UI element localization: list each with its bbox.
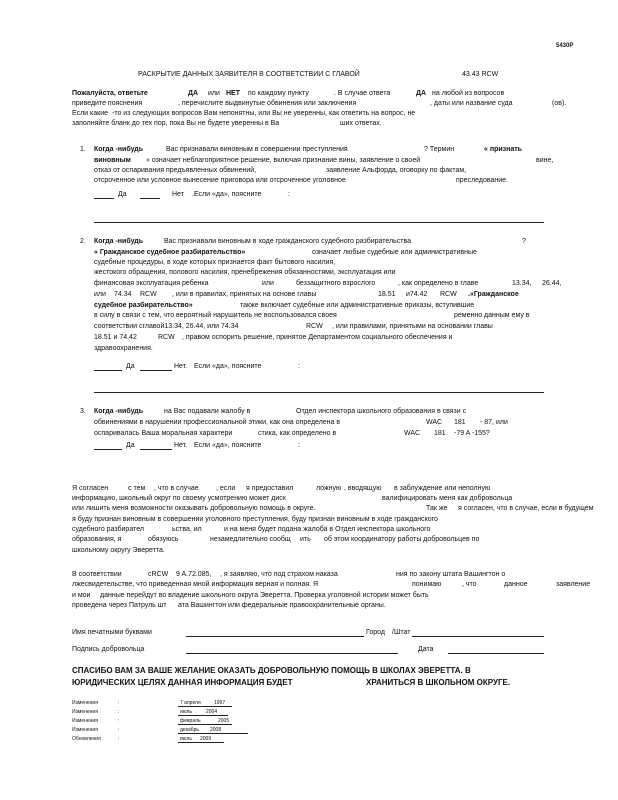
intro-line-2d: (ов). bbox=[552, 100, 567, 107]
question-3-colon: : bbox=[298, 442, 300, 449]
consent-text: Так же bbox=[426, 505, 448, 512]
revision-date: июль bbox=[180, 736, 192, 742]
question-2-lead: Когда -нибудь bbox=[94, 238, 144, 245]
name-field[interactable] bbox=[186, 636, 364, 637]
question-3-text: стика, как определено в bbox=[258, 430, 337, 437]
consent-text: незамедлительно сообщ bbox=[210, 536, 291, 543]
page-title-rcw: 43.43 RCW bbox=[462, 71, 499, 78]
question-2-text: означает любые судебные или административные bbox=[312, 249, 477, 256]
question-1-colon: : bbox=[288, 191, 290, 198]
intro-line-3a: Если какие bbox=[72, 110, 109, 117]
question-2-text: 18.51 и 74.42 bbox=[94, 334, 137, 341]
affirm-text: 9 A.72.085, bbox=[176, 571, 212, 578]
question-2-text: или bbox=[262, 280, 274, 287]
intro-please: Пожалуйста, ответьте bbox=[72, 90, 148, 97]
question-2-text: , или правилами, принятыми на основании главы bbox=[332, 323, 493, 330]
affirm-text: и мои bbox=[72, 592, 91, 599]
question-2-text: 18.51 bbox=[378, 291, 396, 298]
revision-year: 2009 bbox=[200, 736, 212, 742]
revision-date: 7 апреля bbox=[180, 700, 201, 706]
consent-text: , вводящую bbox=[344, 485, 382, 492]
question-2-text: жестокого обращения, полового насилия, пренебрежения обязанностями, эксплуатация или bbox=[94, 269, 396, 276]
question-3-text: - 87, или bbox=[480, 419, 508, 426]
question-2-text: ременно данным ему в bbox=[454, 312, 530, 319]
consent-text: валифицировать меня как добровольца bbox=[382, 495, 513, 502]
question-2-text: 13.34, bbox=[512, 280, 532, 287]
revision-label: Изменения bbox=[72, 700, 98, 706]
question-1-no-label: Нет bbox=[172, 191, 184, 198]
question-2-colon: : bbox=[298, 363, 300, 370]
consent-text: обязуюсь bbox=[148, 536, 179, 543]
intro-line-4b: ших ответах. bbox=[340, 120, 382, 127]
consent-text: школьному округу Эверетта. bbox=[72, 547, 165, 554]
question-2-explain-label: Если «да», поясните bbox=[194, 363, 262, 370]
question-1-explain-field[interactable] bbox=[94, 222, 544, 223]
revision-year: 2008 bbox=[210, 727, 222, 733]
revision-date: февраль bbox=[180, 718, 201, 724]
question-2-text: здравоохранения. bbox=[94, 345, 153, 352]
question-1-text: ? Термин bbox=[424, 146, 455, 153]
page-title: РАСКРЫТИЕ ДАННЫХ ЗАЯВИТЕЛЯ В СООТВЕТСТВИИ С ГЛАВОЙ bbox=[138, 71, 360, 78]
question-1-explain-label: .Если «да», поясните bbox=[192, 191, 262, 198]
form-code: 5430P bbox=[556, 43, 574, 49]
revision-label: Обновления bbox=[72, 736, 101, 742]
consent-text: ьства, ил bbox=[172, 526, 202, 533]
question-1-text: Вас признавали виновным в совершении преступления bbox=[166, 146, 348, 153]
question-2-text: беззащитного взрослого bbox=[296, 280, 376, 287]
question-2-explain-field[interactable] bbox=[94, 392, 544, 393]
question-3-explain-label: Если «да», поясните bbox=[194, 442, 262, 449]
affirm-text: данные перейдут во владение школьного округа Эверетта. Проверка уголовной истории может быть bbox=[100, 592, 429, 599]
intro-line-2c: , даты или название суда bbox=[430, 100, 513, 107]
question-2-text: Вас признавали виновным в ходе гражданского судебного разбирательства bbox=[164, 238, 412, 245]
city-label: Город bbox=[366, 629, 385, 636]
question-2-text: ? bbox=[522, 238, 526, 245]
question-2-text: судебные процедуры, в ходе которых признается факт бытового насилия, bbox=[94, 259, 336, 266]
intro-yes: ДА bbox=[188, 90, 199, 97]
question-1-yes-blank[interactable] bbox=[94, 198, 114, 199]
question-3-text: WAC bbox=[426, 419, 443, 426]
city-state-field[interactable] bbox=[412, 636, 544, 637]
intro-or: или bbox=[208, 90, 220, 97]
question-3-number: 3. bbox=[80, 408, 86, 415]
question-2-text: , или в правилах, принятых на основе главы bbox=[172, 291, 317, 298]
question-2-text: 74.34 bbox=[114, 291, 132, 298]
revision-date: декабрь bbox=[180, 727, 200, 733]
question-2-text: в силу в связи с тем, что вероятный нарушитель не воспользовался своея bbox=[94, 312, 337, 319]
revision-label: Изменения bbox=[72, 718, 98, 724]
question-2-text: RCW bbox=[440, 291, 457, 298]
question-2-text: соответствии сглавой13.34, 26.44, или 74.34 bbox=[94, 323, 239, 330]
question-3-text: 181 bbox=[434, 430, 446, 437]
consent-text: ложную bbox=[316, 485, 342, 492]
revision-year: 2004 bbox=[206, 709, 218, 715]
question-2-text: RCW bbox=[158, 334, 175, 341]
revision-year: 1997 bbox=[214, 700, 226, 706]
question-3-text: обвинениями в нарушении профессиональной этики, как она определена в bbox=[94, 419, 341, 426]
question-1-no-blank[interactable] bbox=[140, 198, 160, 199]
affirm-text: ния по закону штата Вашингтон о bbox=[396, 571, 506, 578]
question-3-text: 181 bbox=[454, 419, 466, 426]
consent-text: я предоставил bbox=[246, 485, 294, 492]
intro-any: на любой из вопросов bbox=[432, 90, 505, 97]
question-1-term: « признать bbox=[484, 146, 522, 153]
intro-line-2b: , перечислите выдвинутые обвинения или заключения bbox=[178, 100, 357, 107]
affirm-text: понимаю bbox=[412, 581, 442, 588]
question-1-yes-label: Да bbox=[118, 191, 127, 198]
revision-label: Изменения bbox=[72, 727, 98, 733]
question-2-yes-label: Да bbox=[126, 363, 135, 370]
intro-line-2a: приведите пояснения bbox=[72, 100, 143, 107]
affirm-text: В соответствии bbox=[72, 571, 122, 578]
question-1-text: преследование. bbox=[456, 177, 509, 184]
consent-text: в заблуждение или неполную bbox=[394, 485, 491, 492]
question-1-term: виновным bbox=[94, 157, 131, 164]
closing-text: ХРАНИТЬСЯ В ШКОЛЬНОМ ОКРУГЕ. bbox=[366, 678, 511, 687]
consent-text: или лишить меня возможности оказывать добровольную помощь в округе. bbox=[72, 505, 316, 512]
intro-each: по каждому пункту bbox=[248, 90, 309, 97]
question-1-text: заявление Альфорда, оговорку по фактам, bbox=[326, 167, 467, 174]
question-1-text: вине, bbox=[536, 157, 554, 164]
question-1-text: отказ от оспаривания предъявленных обвинений, bbox=[94, 167, 257, 174]
revision-year: 2005 bbox=[218, 718, 230, 724]
question-2-text: RCW bbox=[140, 291, 157, 298]
consent-text: с тем bbox=[128, 485, 146, 492]
revision-underline bbox=[178, 706, 232, 707]
consent-text: образования, я bbox=[72, 536, 122, 543]
intro-no: НЕТ bbox=[226, 90, 240, 97]
affirm-text: заявление bbox=[556, 581, 591, 588]
signature-label: Подпись добровольца bbox=[72, 646, 145, 653]
affirm-text: лжесвидетельстве, что приведенная мной информация верная и полная. Я bbox=[72, 581, 319, 588]
revision-label: Изменения bbox=[72, 709, 98, 715]
revision-sep: : bbox=[118, 718, 120, 724]
affirm-text: , что bbox=[462, 581, 477, 588]
question-3-text: Отдел инспектора школьного образования в связи с bbox=[296, 408, 467, 415]
question-3-text: -79 A -155? bbox=[454, 430, 490, 437]
revision-underline bbox=[178, 733, 248, 734]
affirm-text: , я заявляю, что под страхом наказа bbox=[220, 571, 338, 578]
question-3-text: на Вас подавали жалобу в bbox=[164, 408, 251, 415]
revision-sep: : bbox=[118, 700, 120, 706]
consent-text: об этом координатору работы добровольцев по bbox=[324, 536, 480, 543]
intro-line-4a: заполняйте бланк до тех пор, пока Вы не будете уверенны в Ва bbox=[72, 120, 280, 127]
revision-date: июль bbox=[180, 709, 192, 715]
revision-underline bbox=[178, 715, 228, 716]
question-3-no-blank[interactable] bbox=[140, 449, 172, 450]
affirm-text: проведена через Патруль шт bbox=[72, 602, 167, 609]
question-3-no-label: Нет. bbox=[174, 442, 188, 449]
consent-text: судебного разбирател bbox=[72, 526, 144, 533]
question-2-text: RCW bbox=[306, 323, 323, 330]
question-1-text: отсроченное или условное вынесение приговора или отсроченное уголовное bbox=[94, 177, 346, 184]
question-2-text: или bbox=[94, 291, 106, 298]
question-3-yes-label: Да bbox=[126, 442, 135, 449]
question-2-no-label: Нет. bbox=[174, 363, 188, 370]
question-2-number: 2. bbox=[80, 238, 86, 245]
affirm-text: сRCW bbox=[148, 571, 169, 578]
date-label: Дата bbox=[418, 646, 434, 653]
consent-text: , что в случае bbox=[154, 485, 199, 492]
date-field[interactable] bbox=[448, 653, 544, 654]
closing-text: ЮРИДИЧЕСКИХ ЦЕЛЯХ ДАННАЯ ИНФОРМАЦИЯ БУДЕТ bbox=[72, 678, 293, 687]
consent-text: Я согласен bbox=[72, 485, 109, 492]
question-2-text: 26.44, bbox=[542, 280, 562, 287]
consent-text: информацию, школьный округ по своему усмотрению может диск bbox=[72, 495, 286, 502]
question-2-term: судебное разбирательство» bbox=[94, 302, 193, 309]
affirm-text: данное bbox=[504, 581, 528, 588]
question-2-no-blank[interactable] bbox=[140, 370, 172, 371]
revision-underline bbox=[178, 724, 232, 725]
closing-text: СПАСИБО ВАМ ЗА ВАШЕ ЖЕЛАНИЕ ОКАЗАТЬ ДОБРОВОЛЬНУЮ ПОМОЩЬ В ШКОЛАХ ЭВЕРЕТТА. В bbox=[72, 666, 471, 675]
revision-sep: : bbox=[118, 736, 120, 742]
question-1-text: » означает неблагоприятное решение, включая признание вины, заявление о своей bbox=[146, 157, 421, 164]
state-label: /Штат bbox=[392, 629, 411, 636]
consent-text: , если bbox=[216, 485, 236, 492]
question-2-text: и74.42 bbox=[406, 291, 428, 298]
intro-yes-2: ДА bbox=[416, 90, 427, 97]
question-3-text: WAC bbox=[404, 430, 421, 437]
question-2-text: финансовая эксплуатация ребенка bbox=[94, 280, 209, 287]
question-2-text: , как определено в главе bbox=[398, 280, 479, 287]
intro-case: . В случае ответа bbox=[334, 90, 391, 97]
revision-sep: : bbox=[118, 709, 120, 715]
signature-field[interactable] bbox=[186, 653, 398, 654]
question-1-lead: Когда -нибудь bbox=[94, 146, 144, 153]
question-3-yes-blank[interactable] bbox=[94, 449, 122, 450]
consent-text: я буду признан виновным в совершении уголовного преступления, буду признан виновным в ходе гражданского bbox=[72, 516, 438, 523]
consent-text: ить bbox=[300, 536, 311, 543]
affirm-text: ата Вашингтон или федеральные правоохранительные органы. bbox=[178, 602, 386, 609]
consent-text: я согласен, что в случае, если в будущем bbox=[458, 505, 594, 512]
consent-text: и на меня будет подана жалоба в Отдел инспектора школьного bbox=[224, 526, 431, 533]
revision-underline bbox=[178, 742, 224, 743]
revision-sep: : bbox=[118, 727, 120, 733]
question-2-text: также включает судебные или административные приказы, вступившие bbox=[240, 302, 475, 309]
question-2-yes-blank[interactable] bbox=[94, 370, 122, 371]
intro-line-3b: -то из следующих вопросов Вам непонятны, или Вы не уверенны, как ответить на вопрос, не bbox=[112, 110, 416, 117]
question-2-term: « Гражданское судебное разбирательство» bbox=[94, 249, 246, 256]
name-label: Имя печатными буквами bbox=[72, 629, 152, 636]
question-3-lead: Когда -нибудь bbox=[94, 408, 144, 415]
question-2-term: .«Гражданское bbox=[468, 291, 519, 298]
question-1-number: 1. bbox=[80, 146, 86, 153]
question-3-text: оспаривалась Ваша моральная характери bbox=[94, 430, 233, 437]
question-2-text: , правом оспорить решение, принятое Департаментом социального обеспечения и bbox=[182, 334, 453, 341]
